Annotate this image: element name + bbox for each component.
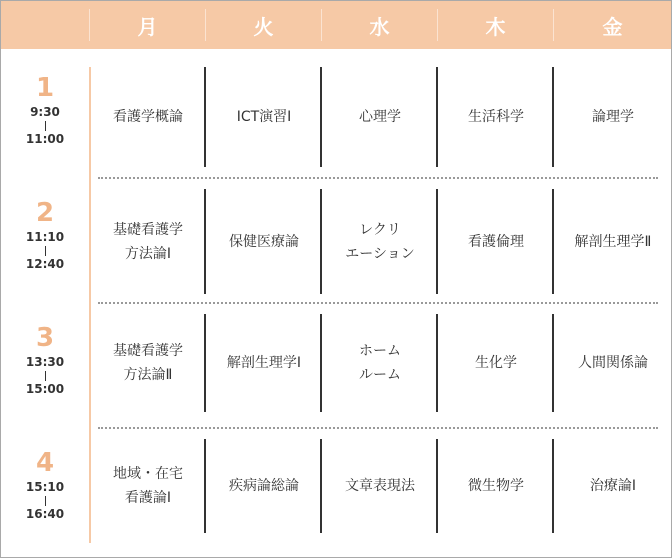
- column-divider: [436, 67, 438, 167]
- column-divider: [320, 439, 322, 533]
- period-start: 13:30: [25, 355, 65, 369]
- header-divider: [205, 9, 206, 41]
- class-cell: 論理学: [592, 109, 634, 125]
- class-cell: 看護学概論: [113, 109, 183, 125]
- period-end: 15:00: [25, 382, 65, 396]
- day-header-mon: 月: [137, 14, 158, 39]
- period-2: [1, 198, 89, 272]
- class-cell: 解剖生理学Ⅰ: [226, 355, 302, 371]
- column-divider: [320, 314, 322, 412]
- column-divider: [552, 189, 554, 294]
- column-divider: [204, 439, 206, 533]
- class-cell: 解剖生理学Ⅱ: [574, 233, 652, 250]
- column-divider: [552, 439, 554, 533]
- class-cell: 看護倫理: [468, 233, 524, 250]
- timetable-header: [1, 1, 671, 49]
- column-divider: [320, 189, 322, 294]
- period-end: 11:00: [25, 132, 65, 146]
- class-cell: ICT演習Ⅰ: [236, 109, 292, 125]
- class-cell: 生活科学: [468, 109, 524, 125]
- column-divider: [552, 67, 554, 167]
- header-divider: [437, 9, 438, 41]
- column-divider: [436, 314, 438, 412]
- row-divider: [98, 302, 658, 304]
- column-divider: [320, 67, 322, 167]
- class-cell: 治療論Ⅰ: [589, 478, 637, 494]
- column-divider: [552, 314, 554, 412]
- header-divider: [321, 9, 322, 41]
- period-3: [1, 323, 89, 397]
- class-cell: 地域・在宅 看護論Ⅰ: [113, 466, 183, 506]
- period-start: 11:10: [25, 230, 65, 244]
- row-divider: [98, 427, 658, 429]
- period-end: 12:40: [25, 257, 65, 271]
- period-number: 1: [35, 73, 55, 103]
- header-divider: [89, 9, 90, 41]
- period-start: 15:10: [25, 480, 65, 494]
- column-divider: [436, 189, 438, 294]
- time-separator: [45, 371, 46, 381]
- class-cell: 人間関係論: [578, 355, 648, 371]
- header-divider: [553, 9, 554, 41]
- column-divider: [204, 67, 206, 167]
- period-number: 3: [35, 323, 55, 353]
- class-cell: 基礎看護学 方法論Ⅰ: [113, 221, 183, 262]
- column-divider: [204, 189, 206, 294]
- class-cell: 微生物学: [468, 478, 524, 494]
- time-separator: [45, 121, 46, 131]
- period-4: [1, 448, 89, 522]
- class-cell: レクリ エーション: [345, 221, 415, 262]
- column-divider: [436, 439, 438, 533]
- class-cell: 文章表現法: [345, 478, 415, 494]
- day-header-wed: 水: [369, 14, 390, 39]
- class-cell: ホーム ルーム: [359, 343, 401, 383]
- time-separator: [45, 246, 46, 256]
- class-cell: 生化学: [475, 355, 517, 371]
- period-number: 2: [35, 198, 55, 228]
- period-number: 4: [35, 448, 55, 478]
- period-end: 16:40: [25, 507, 65, 521]
- class-cell: 疾病論総論: [229, 478, 299, 494]
- day-header-thu: 木: [485, 14, 506, 39]
- row-divider: [98, 177, 658, 179]
- column-divider: [204, 314, 206, 412]
- time-separator: [45, 496, 46, 506]
- period-start: 9:30: [30, 105, 60, 119]
- class-cell: 保健医療論: [229, 233, 299, 250]
- period-1: [1, 73, 89, 147]
- class-cell: 基礎看護学 方法論Ⅱ: [113, 343, 183, 383]
- day-header-fri: 金: [602, 14, 623, 39]
- class-cell: 心理学: [359, 109, 401, 125]
- day-header-tue: 火: [253, 14, 274, 39]
